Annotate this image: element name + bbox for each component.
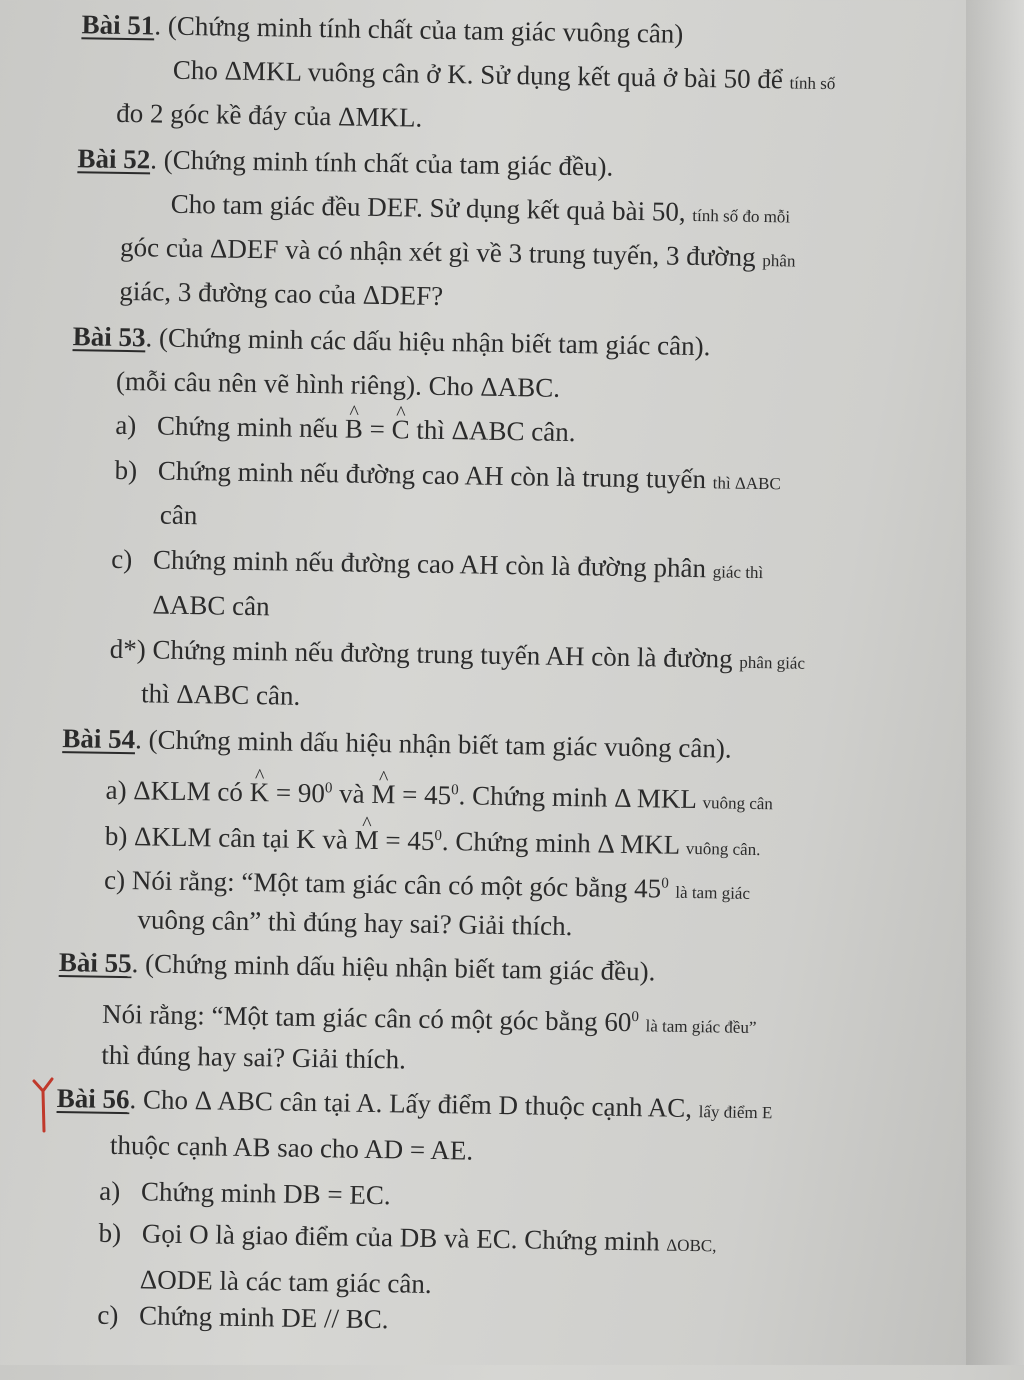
exercise-51-line-1 [173, 53, 836, 101]
exercise-53-item-a [115, 408, 576, 449]
angle-c: ^ C [391, 412, 410, 446]
item-b-label: b) [98, 1217, 122, 1249]
angle-k-value: = 90 [268, 777, 326, 809]
exercise-52-text-1-small: tính số đo mỗi [692, 205, 791, 227]
exercise-53-item-b [114, 453, 781, 501]
exercise-56-item-b-cont: ΔODE là các tam giác cân. [139, 1264, 432, 1299]
angle-m: ^ M [354, 823, 379, 857]
exercise-52-text-1: Cho tam giác đều DEF. Sử dụng kết quả bài 50, [170, 188, 686, 227]
item-a-conclusion: thì ΔABC cân. [409, 414, 576, 448]
exercise-56-subtitle-small: lấy điểm E [698, 1102, 773, 1123]
exercise-53-item-d [109, 632, 805, 681]
item-b-text: Chứng minh nếu đường cao AH còn là trung tuyến [157, 455, 707, 495]
item-a-text: Chứng minh nếu [156, 410, 339, 444]
exercise-52-subtitle: . (Chứng minh tính chất của tam giác đều). [150, 144, 614, 182]
item-d-text-small: phân giác [739, 652, 806, 673]
exercise-51-text-1-small: tính số [789, 73, 836, 94]
item-a-text: a) ΔKLM có [105, 774, 250, 808]
exercise-54-item-a [105, 768, 773, 821]
item-b-text-small: ΔOBC, [666, 1235, 717, 1256]
exercise-52-title: Bài 52 [77, 143, 151, 175]
item-b-text: Gọi O là giao điểm của DB và EC. Chứng minh [141, 1218, 660, 1257]
item-a-text: Chứng minh DB = EC. [140, 1176, 391, 1211]
exercise-51-subtitle: . (Chứng minh tính chất của tam giác vuông cân) [154, 10, 684, 49]
angle-b: ^ B [345, 411, 364, 445]
exercise-55-subtitle: . (Chứng minh dấu hiệu nhận biết tam giác đều). [131, 948, 656, 987]
exercise-52-text-2-small: phân [762, 251, 796, 271]
exercise-51-text-1: Cho ΔMKL vuông cân ở K. Sử dụng kết quả ở bài 50 để [172, 54, 784, 95]
page-edge-shadow [966, 0, 1024, 1365]
exercise-51-line-2: đo 2 góc kề đáy của ΔMKL. [116, 97, 423, 133]
item-c-text-small: là tam giác [675, 882, 751, 903]
item-c-label: c) [111, 543, 133, 575]
exercise-55-line-1 [102, 992, 757, 1045]
exercise-56-title: Bài 56 [56, 1083, 130, 1115]
angle-m-value: = 45 [395, 779, 452, 811]
angle-m-value: = 45 [378, 825, 435, 856]
item-a-conclusion: . Chứng minh Δ MKL [458, 780, 697, 815]
exercise-56-header [56, 1081, 772, 1130]
item-c-text: Chứng minh DE // BC. [138, 1300, 389, 1335]
exercise-53-subtitle: . (Chứng minh các dấu hiệu nhận biết tam giác cân). [145, 322, 711, 362]
item-b-text-small: thì ΔABC [712, 473, 781, 494]
red-pen-mark-icon [30, 1075, 56, 1135]
degree-sign: 0 [451, 782, 459, 799]
degree-sign: 0 [661, 875, 669, 892]
item-b-label: b) [114, 454, 138, 486]
item-c-text-small: giác thì [712, 562, 764, 583]
exercise-55-text-1: Nói rằng: “Một tam giác cân có một góc bằng 60 [101, 998, 632, 1038]
exercise-53-item-c-cont: ΔABC cân [152, 589, 270, 622]
equals-sign: = [362, 413, 392, 445]
exercise-53-title: Bài 53 [72, 321, 146, 353]
item-c-text: Chứng minh nếu đường cao AH còn là đường phân [152, 544, 707, 584]
exercise-53-header [72, 319, 710, 363]
exercise-53-item-c [111, 542, 764, 590]
exercise-56-line-2: thuộc cạnh AB sao cho AD = AE. [109, 1129, 474, 1166]
exercise-54-item-c-cont: vuông cân” thì đúng hay sai? Giải thích. [137, 904, 573, 942]
exercise-52-text-2: góc của ΔDEF và có nhận xét gì về 3 trung tuyến, 3 đường [119, 231, 756, 272]
exercise-53-item-b-cont: cân [159, 499, 198, 531]
exercise-54-header [62, 721, 732, 766]
exercise-54-title: Bài 54 [62, 723, 136, 755]
exercise-51-header [81, 7, 683, 50]
conjunction: và [332, 778, 372, 809]
exercise-55-header [59, 945, 656, 988]
item-b-text-small: vuông cân. [685, 838, 761, 860]
item-d-text: Chứng minh nếu đường trung tuyến AH còn là đường [152, 634, 733, 674]
angle-m: ^ M [371, 777, 396, 811]
item-c-text: c) Nói rằng: “Một tam giác cân có một góc bằng 45 [103, 864, 662, 904]
exercise-56-subtitle: . Cho Δ ABC cân tại A. Lấy điểm D thuộc cạnh AC, [129, 1084, 693, 1124]
degree-sign: 0 [631, 1009, 640, 1026]
exercise-56-item-a [99, 1174, 391, 1213]
degree-sign: 0 [324, 780, 333, 797]
item-a-label: a) [115, 409, 137, 441]
item-b-text: b) ΔKLM cân tại K và [104, 820, 355, 855]
exercise-56-item-b [98, 1216, 716, 1264]
item-c-label: c) [97, 1299, 119, 1331]
exercise-54-subtitle: . (Chứng minh dấu hiệu nhận biết tam giác vuông cân). [134, 724, 732, 764]
degree-sign: 0 [434, 827, 443, 845]
exercise-53-intro: (mỗi câu nên vẽ hình riêng). Cho ΔABC. [115, 365, 561, 403]
exercise-51-title: Bài 51 [81, 9, 155, 41]
exercise-56-item-c [97, 1298, 389, 1337]
exercise-52-line-3: giác, 3 đường cao của ΔDEF? [119, 275, 444, 311]
item-a-label: a) [99, 1175, 121, 1207]
exercise-55-text-1-small: là tam giác đều” [645, 1016, 757, 1038]
angle-k: ^ K [249, 775, 269, 809]
item-b-conclusion: . Chứng minh Δ MKL [441, 826, 680, 860]
exercise-52-line-1 [170, 187, 790, 235]
exercise-52-header [77, 141, 613, 183]
exercise-53-item-d-cont: thì ΔABC cân. [140, 678, 301, 711]
exercise-55-title: Bài 55 [58, 947, 132, 979]
item-a-text-small: vuông cân [702, 793, 774, 814]
exercise-52-line-2 [120, 230, 796, 279]
exercise-55-line-2: thì đúng hay sai? Giải thích. [101, 1039, 407, 1075]
item-d-label: d*) [109, 633, 147, 665]
